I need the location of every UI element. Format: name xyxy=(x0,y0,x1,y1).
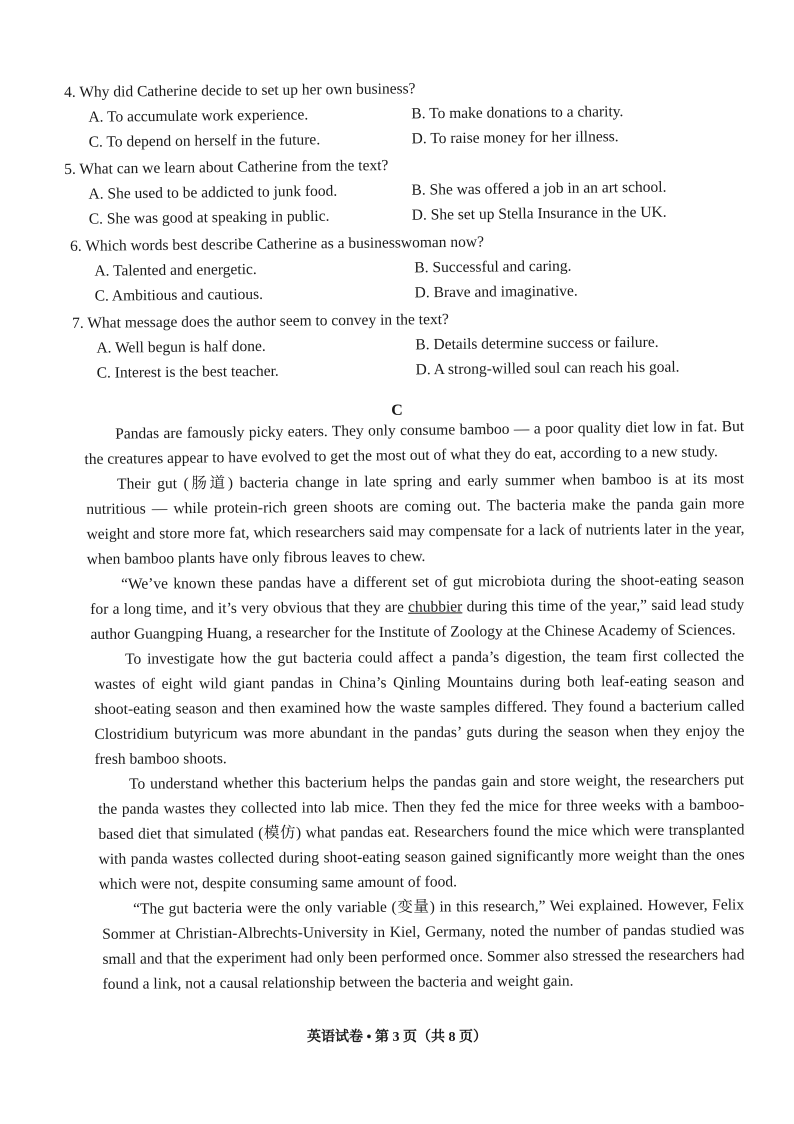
question-stem: 7. What message does the author seem to convey in the text? xyxy=(72,310,449,332)
question-6 xyxy=(64,227,735,309)
paragraph-4: To investigate how the gut bacteria could affect a panda’s digestion, the team first collected the wastes of eight wild giant pandas in China’s Qinling Mountains during both leaf-eating season and shoot-eating season and then examined how the waste samples differed. They found a bacterium called Clostridium butyricum was more abundant in the pandas’ guts during the season when they enjoy the fresh bamboo shoots. xyxy=(94,647,745,768)
option-a: A. She used to be addicted to junk food. xyxy=(88,182,338,203)
option-b: B. To make donations to a charity. xyxy=(411,103,624,123)
option-a: A. Well begun is half done. xyxy=(96,337,266,357)
option-d: D. Brave and imaginative. xyxy=(414,282,578,302)
reading-passage xyxy=(84,417,745,997)
option-d: D. She set up Stella Insurance in the UK. xyxy=(411,203,667,224)
question-7 xyxy=(64,304,735,386)
option-b: B. She was offered a job in an art school. xyxy=(411,178,667,199)
question-stem: 5. What can we learn about Catherine from the text? xyxy=(64,157,389,178)
option-d: D. A strong-willed soul can reach his goal. xyxy=(415,358,680,379)
paragraph-2: Their gut (肠道) bacteria change in late spring and early summer when bamboo is at its most nutritious — while protein-rich green shoots are coming out. The bacteria make the panda gain more weight and store more fat, which researchers said may compensate for a lack of nutrients later in the year, when bamboo plants have only fibrous leaves to chew. xyxy=(86,470,745,568)
paragraph-6: “The gut bacteria were the only variable (变量) in this research,” Wei explained. However, Felix Sommer at Christian-Albrechts-University in Kiel, Germany, noted the number of pandas studied was small and that the experiment had only been performed once. Sommer also stressed the researchers had found a link, not a causal relationship between the bacteria and weight gain. xyxy=(102,896,745,993)
question-4 xyxy=(64,73,735,155)
paragraph-5: To understand whether this bacterium helps the pandas gain and store weight, the researchers put the panda wastes they collected into lab mice. Then they fed the mice for three weeks with a bamboo-based diet that simulated (模仿) what pandas eat. Researchers found the mice which were transplanted with panda wastes collected during shoot-eating season gained significantly more weight than the ones which were not, despite consuming same amount of food. xyxy=(98,771,745,893)
section-heading: C xyxy=(391,402,403,419)
question-stem: 4. Why did Catherine decide to set up her own business? xyxy=(64,80,416,101)
page-footer: 英语试卷 • 第 3 页（共 8 页） xyxy=(307,1030,487,1045)
option-c: C. Interest is the best teacher. xyxy=(96,362,279,382)
option-c: C. To depend on herself in the future. xyxy=(88,131,321,151)
question-5 xyxy=(64,149,735,232)
paragraph-3-text-before: “We’ve known these pandas have a different set of gut microbiota during the shoot-eating season for a long time, and it’s very obvious that they are xyxy=(90,571,745,618)
question-stem: 6. Which words best describe Catherine as a businesswoman now? xyxy=(70,233,485,255)
option-b: B. Successful and caring. xyxy=(414,257,572,277)
underlined-word: chubbier xyxy=(408,598,463,616)
option-d: D. To raise money for her illness. xyxy=(411,128,619,148)
option-c: C. Ambitious and cautious. xyxy=(94,285,264,305)
option-a: A. Talented and energetic. xyxy=(94,260,257,280)
question-list xyxy=(64,80,734,386)
paragraph-3 xyxy=(84,567,745,647)
option-b: B. Details determine success or failure. xyxy=(415,333,659,354)
option-c: C. She was good at speaking in public. xyxy=(88,207,330,228)
paragraph-1: Pandas are famously picky eaters. They only consume bamboo — a poor quality diet low in fat. But the creatures appear to have evolved to get the most out of what they do eat, according to a new study. xyxy=(84,417,745,468)
paragraph-3-text-after: during this time of the year,” said lead study author Guangping Huang, a researcher for the Institute of Zoology at the Chinese Academy of Sciences. xyxy=(90,596,745,643)
option-a: A. To accumulate work experience. xyxy=(88,106,309,126)
